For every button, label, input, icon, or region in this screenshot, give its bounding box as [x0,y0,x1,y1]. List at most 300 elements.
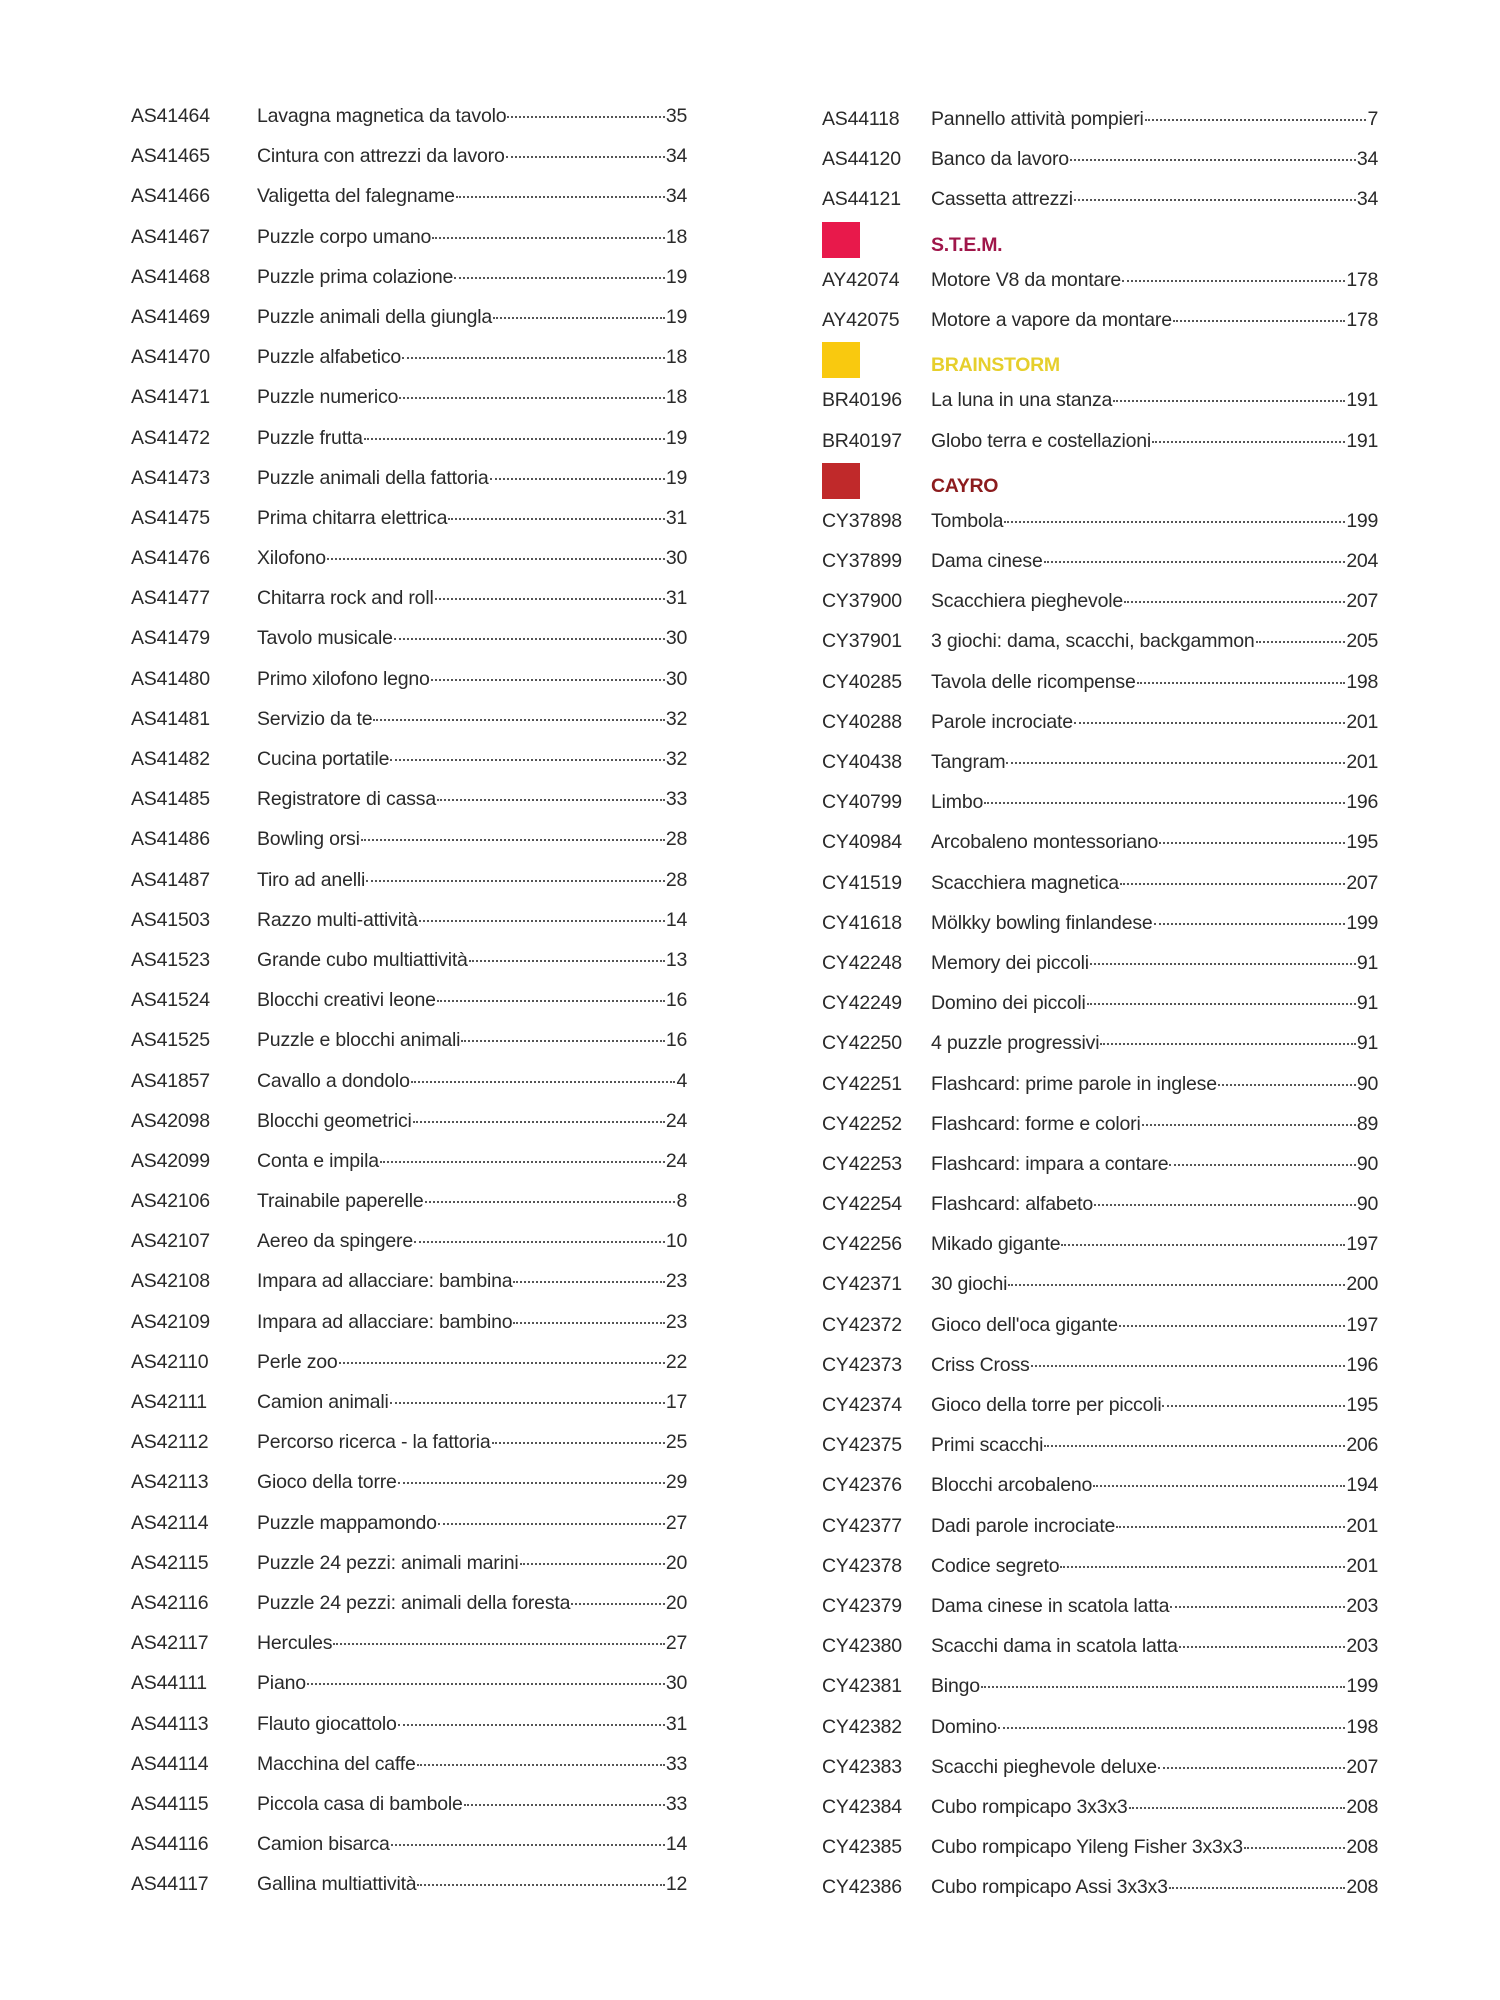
product-name: Flashcard: forme e colori [931,1112,1141,1135]
entry-line [931,581,1378,621]
product-code: AS41471 [131,386,210,409]
page-number: 34 [665,145,687,168]
page-number: 24 [665,1149,687,1172]
page-number: 90 [1356,1193,1378,1216]
index-entry [822,1064,1378,1104]
dot-leader [402,357,665,359]
dot-leader [1120,883,1346,885]
page-number: 10 [665,1230,687,1253]
product-name: Cubo rompicapo 3x3x3 [931,1795,1128,1818]
product-name: Impara ad allacciare: bambina [257,1270,513,1293]
product-code: CY42380 [822,1635,902,1658]
product-code: AS42115 [131,1551,209,1574]
page-number: 30 [665,1672,687,1695]
index-entry [131,1261,687,1301]
page-number: 28 [665,868,687,891]
product-name: 30 giochi [931,1273,1008,1296]
index-entry [822,983,1378,1023]
page-number: 18 [665,346,687,369]
entry-line [931,1586,1378,1626]
page-number: 203 [1346,1635,1378,1658]
product-code: CY42373 [822,1353,902,1376]
index-entry [822,1707,1378,1747]
product-name: Mölkky bowling finlandese [931,911,1153,934]
product-name: Gioco della torre [257,1471,397,1494]
product-code: AS41487 [131,868,210,891]
product-name: Valigetta del falegname [257,185,455,208]
page-number: 30 [665,627,687,650]
page-number: 196 [1346,791,1378,814]
dot-leader [1061,1244,1345,1246]
dot-leader [1244,1847,1345,1849]
product-name: Puzzle numerico [257,386,399,409]
product-name: Mikado gigante [931,1233,1061,1256]
entry-line [257,136,687,176]
product-name: Criss Cross [931,1353,1030,1376]
index-entry [131,1663,687,1703]
dot-leader [1094,1204,1356,1206]
entry-line [931,782,1378,822]
index-entry [822,421,1378,461]
product-code: CY42375 [822,1434,902,1457]
dot-leader [1129,1807,1346,1809]
product-name: Percorso ricerca - la fattoria [257,1431,491,1454]
page-number: 204 [1346,550,1378,573]
product-name: Tavola delle ricompense [931,670,1136,693]
dot-leader [1044,561,1346,563]
entry-line [931,1184,1378,1224]
product-code: AS42106 [131,1190,210,1213]
product-name: Tombola [931,509,1004,532]
product-name: Scacchiera pieghevole [931,590,1124,613]
product-code: AS41476 [131,547,210,570]
entry-line [257,779,687,819]
product-code: CY40438 [822,751,902,773]
entry-line [931,1385,1378,1425]
page-number: 201 [1346,751,1378,773]
product-code: AY42075 [822,308,900,331]
entry-line [931,1345,1378,1385]
entry-line [257,217,687,257]
product-name: Puzzle frutta [257,426,363,449]
index-entry [131,1422,687,1462]
dot-leader [513,1322,664,1324]
product-code: AS41524 [131,989,210,1012]
product-code: CY42372 [822,1313,902,1336]
product-name: Registratore di cassa [257,788,436,811]
page-number: 91 [1356,951,1378,974]
product-name: Scacchi dama in scatola latta [931,1635,1178,1658]
page-number: 208 [1346,1795,1378,1818]
product-name: Gioco dell'oca gigante [931,1313,1118,1336]
entry-line [931,179,1378,219]
index-entry [131,1583,687,1623]
product-code: AS41485 [131,788,210,811]
product-code: AS44111 [131,1672,207,1695]
product-code: AS41481 [131,707,210,730]
product-code: CY37901 [822,630,902,653]
entry-line [257,418,687,458]
index-entry [131,1864,687,1904]
dot-leader [435,598,665,600]
product-name: Primi scacchi [931,1434,1044,1457]
entry-line [931,1144,1378,1184]
index-entry [822,1506,1378,1546]
product-name: La luna in una stanza [931,389,1113,412]
dot-leader [1093,1485,1345,1487]
product-name: Memory dei piccoli [931,951,1089,974]
dot-leader [490,478,665,480]
index-entry [131,739,687,779]
page-number: 200 [1346,1273,1378,1296]
page-number: 24 [665,1109,687,1132]
entry-line [257,860,687,900]
dot-leader [1031,1365,1346,1367]
page-number: 19 [665,265,687,288]
index-entry [822,1586,1378,1626]
index-entry [822,1144,1378,1184]
page-number: 19 [665,466,687,489]
product-code: AS41465 [131,145,210,168]
product-name: Pannello attività pompieri [931,108,1144,130]
page-number: 195 [1346,831,1378,854]
product-code: CY37898 [822,509,902,532]
entry-line [257,699,687,739]
index-entry [131,618,687,658]
entry-line [257,498,687,538]
product-code: BR40196 [822,389,902,412]
product-name: Domino dei piccoli [931,992,1086,1015]
dot-leader [1124,601,1345,603]
entry-line [257,1342,687,1382]
product-code: AS44117 [131,1873,209,1896]
dot-leader [1044,1445,1345,1447]
index-entry [131,1221,687,1261]
page-number: 196 [1346,1353,1378,1376]
index-entry [131,377,687,417]
product-name: Xilofono [257,547,326,570]
index-entry [131,458,687,498]
dot-leader [394,638,665,640]
dot-leader [425,1201,676,1203]
index-entry [131,1382,687,1422]
dot-leader [1008,1284,1345,1286]
index-entry [131,96,687,136]
product-code: CY42250 [822,1032,902,1055]
dot-leader [413,1121,665,1123]
product-code: CY42248 [822,951,902,974]
page-number: 203 [1346,1594,1378,1617]
index-entry [822,1264,1378,1304]
product-name: Motore V8 da montare [931,268,1122,291]
index-entry [822,702,1378,742]
index-entry [822,742,1378,782]
index-entry [822,1465,1378,1505]
product-name: Arcobaleno montessoriano [931,831,1159,854]
index-entry [131,1704,687,1744]
section-header-brainstorm [822,340,1378,380]
dot-leader [307,1683,665,1685]
product-code: AS42117 [131,1632,209,1655]
entry-line [257,538,687,578]
dot-leader [984,802,1345,804]
page-number: 34 [1356,188,1378,211]
page-number: 18 [665,386,687,409]
index-entry [131,659,687,699]
page-number: 23 [665,1270,687,1293]
index-entry [822,782,1378,822]
product-name: Flashcard: alfabeto [931,1193,1094,1216]
entry-line [257,297,687,337]
index-entry [131,418,687,458]
product-name: Camion animali [257,1391,389,1413]
product-code: CY42376 [822,1474,902,1497]
dot-leader [1090,963,1356,965]
index-entry [822,541,1378,581]
page-number: 208 [1346,1876,1378,1899]
product-name: Puzzle animali della fattoria [257,466,489,489]
entry-line [257,176,687,216]
index-entry [822,501,1378,541]
entry-line [931,822,1378,862]
index-entry [131,980,687,1020]
dot-leader [373,719,665,721]
product-code: AS42107 [131,1230,210,1253]
page-number: 4 [676,1069,687,1092]
page-number: 31 [665,587,687,610]
page-number: 201 [1346,1554,1378,1577]
page-number: 7 [1367,108,1378,130]
index-entry [822,1546,1378,1586]
entry-line [931,260,1378,300]
page-number: 30 [665,547,687,570]
entry-line [257,618,687,658]
dot-leader [1169,1164,1356,1166]
dot-leader [361,839,665,841]
product-code: AS42108 [131,1270,210,1293]
index-entry [131,257,687,297]
index-entry [131,1302,687,1342]
page-number: 90 [1356,1152,1378,1175]
entry-line [257,1623,687,1663]
index-entry [131,940,687,980]
section-header-cayro [822,461,1378,501]
product-name: Limbo [931,791,984,814]
product-name: Impara ad allacciare: bambino [257,1310,513,1333]
page-number: 195 [1346,1394,1378,1416]
entry-line [931,1787,1378,1827]
entry-line [257,96,687,136]
entry-line [257,1382,687,1422]
entry-line [931,1224,1378,1264]
entry-line [931,99,1378,139]
dot-leader [431,679,665,681]
entry-line [257,1302,687,1342]
page-number: 12 [665,1873,687,1896]
entry-line [257,1704,687,1744]
section-header-stem [822,220,1378,260]
index-entry [131,1141,687,1181]
index-entry [822,1626,1378,1666]
dot-leader [1154,923,1346,925]
entry-line [931,1506,1378,1546]
page-number: 14 [665,908,687,931]
page-number: 32 [665,748,687,770]
dot-leader [1070,159,1356,161]
entry-line [931,1305,1378,1345]
entry-line [257,1221,687,1261]
index-entry [822,1747,1378,1787]
index-entry [131,498,687,538]
dot-leader [469,960,665,962]
dot-leader [1119,1325,1345,1327]
product-name: Domino [931,1715,997,1738]
entry-line [931,621,1378,661]
page-number: 19 [665,305,687,328]
page-number: 206 [1346,1434,1378,1457]
section-color-swatch-icon [822,222,860,258]
dot-leader [506,156,665,158]
dot-leader [520,1563,665,1565]
entry-line [257,1101,687,1141]
index-entry [822,943,1378,983]
product-name: Puzzle corpo umano [257,225,432,248]
dot-leader [438,1523,665,1525]
entry-line [257,257,687,297]
product-code: AS41523 [131,948,210,971]
index-entry [822,621,1378,661]
page-number: 17 [665,1391,687,1413]
entry-line [931,300,1378,340]
product-name: Prima chitarra elettrica [257,506,448,529]
product-code: AS44116 [131,1833,209,1856]
product-code: CY42254 [822,1193,902,1216]
page-number: 35 [665,105,687,127]
entry-line [931,1465,1378,1505]
dot-leader [1004,521,1345,523]
product-name: Blocchi arcobaleno [931,1474,1093,1497]
product-name: Gallina multiattività [257,1873,417,1896]
entry-line [257,458,687,498]
page-number: 20 [665,1591,687,1614]
page-number: 90 [1356,1072,1378,1095]
page-number: 198 [1346,1715,1378,1738]
product-name: Dama cinese [931,550,1043,573]
index-entry [822,139,1378,179]
dot-leader [513,1281,664,1283]
product-name: Codice segreto [931,1554,1060,1577]
page-number: 30 [665,667,687,690]
section-color-swatch-icon [822,463,860,499]
page-number: 199 [1346,509,1378,532]
product-name: Scacchiera magnetica [931,871,1119,894]
page-number: 19 [665,426,687,449]
page-number: 33 [665,788,687,811]
dot-leader [1179,1646,1346,1648]
product-name: Tangram [931,751,1006,773]
product-name: Bingo [931,1675,980,1698]
product-name: 3 giochi: dama, scacchi, backgammon [931,630,1255,653]
dot-leader [461,1040,665,1042]
product-code: AS41469 [131,305,210,328]
page-number: 178 [1346,308,1378,331]
product-code: CY42377 [822,1514,902,1537]
page-number: 178 [1346,268,1378,291]
product-code: AS42109 [131,1310,210,1333]
page-number: 13 [665,948,687,971]
product-name: Cubo rompicapo Yileng Fisher 3x3x3 [931,1836,1243,1859]
product-name: Gioco della torre per piccoli [931,1394,1162,1416]
index-entry [131,860,687,900]
product-code: CY42256 [822,1233,902,1256]
product-code: AS41468 [131,265,210,288]
dot-leader [1256,641,1346,643]
page-number: 194 [1346,1474,1378,1497]
dot-leader [448,518,665,520]
index-entry [131,1061,687,1101]
entry-line [931,1747,1378,1787]
index-column-left [131,96,687,1904]
section-heading: CAYRO [931,474,999,497]
page-number: 91 [1356,992,1378,1015]
product-name: Bowling orsi [257,828,360,851]
dot-leader [419,920,665,922]
index-entry [131,217,687,257]
product-name: Cucina portatile [257,748,390,770]
index-entry [131,136,687,176]
entry-line [931,1546,1378,1586]
product-name: Puzzle 24 pezzi: animali della foresta [257,1591,571,1614]
product-name: Puzzle prima colazione [257,265,454,288]
index-entry [822,1827,1378,1867]
page-number: 207 [1346,590,1378,613]
index-entry [822,1104,1378,1144]
index-entry [131,1342,687,1382]
entry-line [257,940,687,980]
dot-leader [1159,842,1345,844]
product-name: Flashcard: prime parole in inglese [931,1072,1217,1095]
entry-line [931,943,1378,983]
product-code: AS44114 [131,1752,209,1775]
dot-leader [1173,320,1346,322]
entry-line [931,421,1378,461]
product-name: Lavagna magnetica da tavolo [257,105,507,127]
product-name: Puzzle e blocchi animali [257,1029,461,1052]
page-number: 197 [1346,1313,1378,1336]
dot-leader [364,438,665,440]
product-code: BR40197 [822,429,902,452]
entry-line [257,659,687,699]
index-entry [822,1867,1378,1907]
product-code: AS41525 [131,1029,210,1052]
product-name: Parole incrociate [931,710,1073,733]
product-code: AS41470 [131,346,210,369]
product-name: Primo xilofono legno [257,667,430,690]
dot-leader [1170,1606,1345,1608]
product-code: CY41618 [822,911,902,934]
page-number: 27 [665,1632,687,1655]
product-code: CY42383 [822,1755,902,1778]
page-number: 191 [1346,389,1378,412]
dot-leader [432,237,665,239]
dot-leader [417,1764,665,1766]
product-name: Cassetta attrezzi [931,188,1073,211]
dot-leader [414,1241,665,1243]
product-code: CY41519 [822,871,902,894]
index-entry [822,260,1378,300]
page-number: 199 [1346,911,1378,934]
product-name: Servizio da te [257,707,373,730]
